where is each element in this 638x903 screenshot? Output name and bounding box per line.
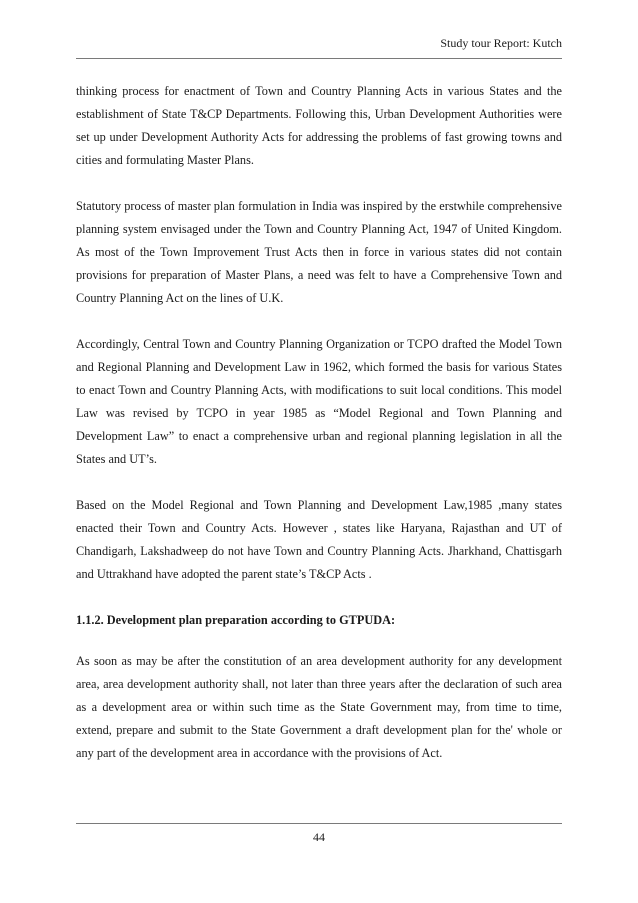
body-paragraph: Statutory process of master plan formulation in India was inspired by the erstwhile comprehensive planning system envisaged under the Town and Country Planning Act, 1947 of United Kingdom. As most of the Town Improvement Trust Acts then in force in various states did not contain provisions for preparation of Master Plans, a need was felt to have a Comprehensive Town and Country Planning Act on the lines of U.K. — [76, 199, 562, 305]
running-header: Study tour Report: Kutch — [440, 36, 562, 50]
body-paragraph: As soon as may be after the constitution of an area development authority for any development area, area development authority shall, not later than three years after the declaration of such area as a development area or within such time as the State Government may, from time to time, extend, prepare and submit to the State Government a draft development plan for the' whole or any part of the development area in accordance with the provisions of Act. — [76, 654, 562, 760]
page-number: 44 — [313, 830, 325, 844]
body-paragraph: Based on the Model Regional and Town Planning and Development Law,1985 ,many states enacted their Town and Country Acts. However , states like Haryana, Rajasthan and UT of Chandigarh, Lakshadweep do not have Town and Country Planning Acts. Jharkhand, Chattisgarh and Uttrakhand have adopted the parent state’s T&CP Acts . — [76, 498, 562, 581]
body-paragraph: thinking process for enactment of Town and Country Planning Acts in various States and the establishment of State T&CP Departments. Following this, Urban Development Authorities were set up under Development Authority Acts for addressing the problems of fast growing towns and cities and formulating Master Plans. — [76, 84, 562, 167]
footer-divider — [76, 823, 562, 824]
header-divider — [76, 58, 562, 59]
page-body — [76, 80, 562, 788]
section-heading: 1.1.2. Development plan preparation according to GTPUDA: — [76, 613, 396, 627]
body-paragraph: Accordingly, Central Town and Country Planning Organization or TCPO drafted the Model Town and Regional Planning and Development Law in 1962, which formed the basis for various States to enact Town and Country Planning Acts, with modifications to suit local conditions. This model Law was revised by TCPO in year 1985 as “Model Regional and Town Planning and Development Law” to enact a comprehensive urban and regional planning legislation in all the States and UT’s. — [76, 337, 562, 466]
